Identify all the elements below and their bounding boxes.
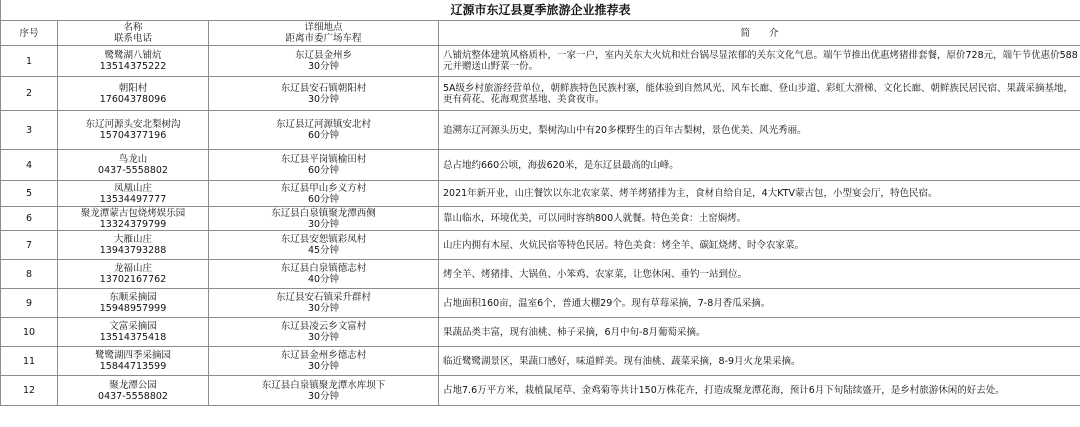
business-name: 凤凰山庄 (113, 182, 152, 194)
contact-phone: 13324379799 (99, 218, 167, 230)
row-index: 5 (1, 181, 58, 207)
contact-phone: 13702167762 (99, 274, 167, 285)
header-name-label: 名称 (123, 22, 143, 33)
row-location-cell (209, 111, 439, 150)
drive-time: 30分钟 (307, 332, 340, 343)
drive-time: 30分钟 (307, 93, 340, 105)
contact-phone: 0437-5558802 (98, 390, 168, 402)
business-name: 龙福山庄 (113, 263, 152, 274)
row-location-cell (209, 181, 439, 207)
drive-time: 30分钟 (307, 218, 340, 230)
row-index: 7 (1, 231, 58, 260)
table-row (1, 376, 1080, 406)
row-name-cell (58, 347, 209, 376)
row-location-cell (209, 347, 439, 376)
row-location-cell (209, 150, 439, 181)
address: 东辽县金州乡德志村 (280, 350, 367, 361)
drive-time: 30分钟 (307, 61, 340, 72)
business-name: 聚龙潭蒙古包烧烤娱乐园 (80, 207, 186, 219)
row-index: 1 (1, 46, 58, 77)
address: 东辽县金州乡 (294, 50, 352, 61)
row-index: 11 (1, 347, 58, 376)
address: 东辽县安恕镇彩凤村 (280, 234, 367, 245)
row-name-cell (58, 111, 209, 150)
header-distance-label: 距离市委广场车程 (285, 33, 362, 44)
header-description: 简 介 (439, 21, 1080, 46)
row-description: 山庄内拥有木屋、火炕民宿等特色民居。特色美食：烤全羊、碳缸烧烤、时令农家菜。 (439, 231, 1080, 260)
title-row (1, 0, 1080, 21)
contact-phone: 0437-5558802 (98, 165, 168, 176)
row-index: 12 (1, 376, 58, 406)
contact-phone: 13943793288 (99, 245, 167, 256)
row-location-cell (209, 207, 439, 231)
table-row (1, 181, 1080, 207)
table-row (1, 150, 1080, 181)
drive-time: 30分钟 (307, 303, 340, 314)
row-name-cell (58, 181, 209, 207)
contact-phone: 15844713599 (99, 361, 167, 372)
row-index: 8 (1, 260, 58, 289)
address: 东辽县白泉镇聚龙潭水库坝下 (261, 379, 386, 391)
business-name: 朝阳村 (118, 82, 148, 94)
row-location-cell (209, 318, 439, 347)
table-row (1, 111, 1080, 150)
row-index: 3 (1, 111, 58, 150)
row-name-cell (58, 318, 209, 347)
header-row (1, 21, 1080, 46)
header-index: 序号 (1, 21, 58, 46)
row-location-cell (209, 289, 439, 318)
table-row (1, 46, 1080, 77)
row-name-cell (58, 260, 209, 289)
address: 东辽县白泉镇聚龙潭西侧 (271, 207, 376, 219)
row-description: 果蔬品类丰富，现有油桃、柿子采摘，6月中旬-8月葡萄采摘。 (439, 318, 1080, 347)
row-description: 追溯东辽河源头历史，梨树沟山中有20多棵野生的百年古梨树，景色优美、风光秀丽。 (439, 111, 1080, 150)
address: 东辽县平岗镇榆田村 (280, 154, 367, 165)
row-location-cell (209, 376, 439, 406)
row-index: 10 (1, 318, 58, 347)
row-name-cell (58, 150, 209, 181)
row-name-cell (58, 207, 209, 231)
contact-phone: 13514375222 (99, 61, 167, 72)
contact-phone: 13534497777 (99, 193, 167, 205)
drive-time: 60分钟 (307, 165, 340, 176)
row-description: 占地面积160亩，温室6个，普通大棚29个。现有草莓采摘，7-8月香瓜采摘。 (439, 289, 1080, 318)
row-location-cell (209, 260, 439, 289)
address: 东辽县凌云乡文富村 (280, 321, 367, 332)
contact-phone: 15948957999 (99, 303, 167, 314)
address: 东辽县安石镇朝阳村 (280, 82, 367, 94)
table-row (1, 347, 1080, 376)
row-location-cell (209, 46, 439, 77)
row-index: 2 (1, 77, 58, 111)
table-row (1, 231, 1080, 260)
row-description: 临近鹭鹭湖景区，果蔬口感好，味道鲜美。现有油桃、蔬菜采摘，8-9月火龙果采摘。 (439, 347, 1080, 376)
row-location-cell (209, 77, 439, 111)
drive-time: 30分钟 (307, 390, 340, 402)
business-name: 东顺采摘园 (109, 292, 157, 303)
drive-time: 60分钟 (307, 193, 340, 205)
row-description: 八铺炕整体建筑风格质朴，一家一户，室内关东大火炕和灶台锅尽显浓郁的关东文化气息。端午节推出优惠烤猪排套餐，原价728元，端午节优惠价588元并赠送山野菜一份。 (439, 46, 1080, 77)
business-name: 文富采摘园 (109, 321, 157, 332)
table-row (1, 260, 1080, 289)
address: 东辽县甲山乡义方村 (280, 182, 367, 194)
row-description: 占地7.6万平方米，栽植鼠尾草、金鸡菊等共计150万株花卉，打造成聚龙潭花海，预计6月下旬陆续盛开，是乡村旅游休闲的好去处。 (439, 376, 1080, 406)
address: 东辽县安石镇采升群村 (275, 292, 371, 303)
address: 东辽县白泉镇德志村 (280, 263, 367, 274)
row-description: 烤全羊、烤猪排、大锅鱼、小笨鸡、农家菜，让您休闲、垂钓一站到位。 (439, 260, 1080, 289)
row-index: 4 (1, 150, 58, 181)
drive-time: 45分钟 (307, 245, 340, 256)
row-name-cell (58, 231, 209, 260)
table-row (1, 207, 1080, 231)
row-name-cell (58, 46, 209, 77)
row-description: 5A级乡村旅游经营单位，朝鲜族特色民族村寨，能体验到自然风光、风车长廊、登山步道、彩虹大滑梯、文化长廊、朝鲜族民居民宿、果蔬采摘基地，更有荷花、花海观赏基地、美食夜市。 (439, 77, 1080, 111)
business-name: 聚龙潭公园 (109, 379, 157, 391)
row-index: 9 (1, 289, 58, 318)
table-row (1, 318, 1080, 347)
table-title: 辽源市东辽县夏季旅游企业推荐表 (1, 0, 1080, 21)
drive-time: 40分钟 (307, 274, 340, 285)
row-description: 靠山临水，环境优美，可以同时容纳800人就餐。特色美食：土窑焖烤。 (439, 207, 1080, 231)
table-row (1, 77, 1080, 111)
drive-time: 60分钟 (307, 130, 340, 141)
header-phone-label: 联系电话 (113, 33, 152, 44)
business-name: 东辽河源头安北梨树沟 (85, 119, 181, 130)
row-name-cell (58, 77, 209, 111)
row-description: 2021年新开业，山庄餐饮以东北农家菜、烤羊烤猪排为主，食材自给自足，4大KTV蒙古包，小型宴会厅，特色民宿。 (439, 181, 1080, 207)
contact-phone: 13514375418 (99, 332, 167, 343)
business-name: 鹭鹭湖四季采摘园 (94, 350, 171, 361)
row-index: 6 (1, 207, 58, 231)
contact-phone: 15704377196 (99, 130, 167, 141)
drive-time: 30分钟 (307, 361, 340, 372)
row-name-cell (58, 376, 209, 406)
business-name: 鹭鹭湖八铺炕 (104, 50, 162, 61)
table-row (1, 289, 1080, 318)
row-description: 总占地约660公顷，海拔620米，是东辽县最高的山峰。 (439, 150, 1080, 181)
header-location (209, 21, 439, 46)
business-name: 大雁山庄 (113, 234, 152, 245)
row-name-cell (58, 289, 209, 318)
business-name: 鸟龙山 (118, 154, 148, 165)
header-location-label: 详细地点 (304, 22, 343, 33)
row-location-cell (209, 231, 439, 260)
header-name (58, 21, 209, 46)
address: 东辽县辽河源镇安北村 (275, 119, 371, 130)
contact-phone: 17604378096 (99, 93, 167, 105)
